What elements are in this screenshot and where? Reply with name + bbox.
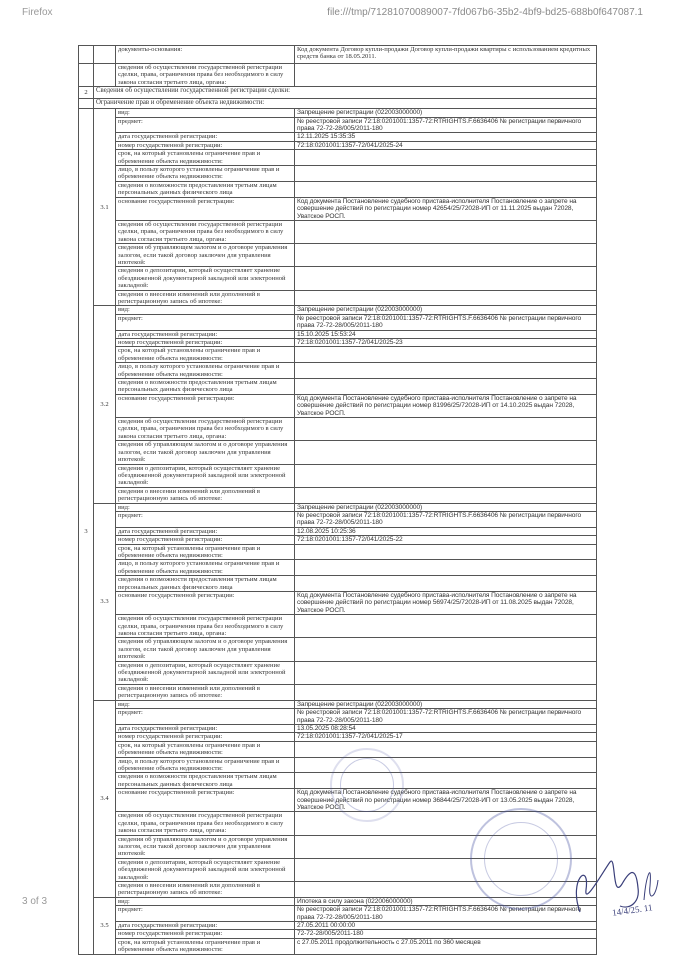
- table-row: [79, 511, 597, 527]
- field-label: сведения об управляющем залогом и о договоре управления залогом, если такой договор заключен для управления ипотекой:: [116, 835, 295, 858]
- field-value: Код документа Постановление судебного пристава-исполнителя Постановление о запрете на совершение действий по регистрации номер 42654/25/72028-ИП от 11.11.2025 выдан 72028, Уватское РОСП.: [295, 197, 597, 220]
- field-value: 72:18:0201001:1357-72/041/2025-17: [295, 733, 597, 741]
- field-label: основание государственной регистрации:: [116, 789, 295, 812]
- field-value: Код документа Постановление судебного пристава-исполнителя Постановление о запрете на совершение действий по регистрации номер 56974/25/72028-ИП от 11.08.2025 выдан 72028, Уватское РОСП.: [295, 592, 597, 615]
- table-row: [79, 46, 597, 64]
- field-label: дата государственной регистрации:: [116, 133, 295, 141]
- row-label: сведения об осуществлении государственной регистрации сделки, права, ограничения права без необходимого в силу закона согласия третьего лица, органа:: [116, 64, 295, 87]
- browser-header: [0, 0, 679, 26]
- entry-number: 3.1: [94, 109, 116, 306]
- row-number: 2: [79, 87, 94, 99]
- entry-number: 3.2: [94, 306, 116, 503]
- field-label: дата государственной регистрации:: [116, 330, 295, 338]
- table-row: [79, 487, 597, 503]
- field-label: срок, на который установлены ограничение прав и обременение объекта недвижимости:: [116, 741, 295, 757]
- field-label: сведения о внесении изменений или дополнений в регистрационную запись об ипотеке:: [116, 487, 295, 503]
- entry-number: 3.5: [94, 897, 116, 954]
- field-label: сведения о возможности предоставления третьим лицам персональных данных физического лица: [116, 379, 295, 395]
- table-row: [79, 724, 597, 732]
- field-label: сведения о внесении изменений или дополнений в регистрационную запись об ипотеке:: [116, 290, 295, 306]
- table-row: [79, 87, 597, 99]
- field-label: вид:: [116, 897, 295, 905]
- field-value: [295, 684, 597, 700]
- field-label: сведения о внесении изменений или дополнений в регистрационную запись об ипотеке:: [116, 684, 295, 700]
- field-label: лицо, в пользу которого установлены ограничение прав и обременение объекта недвижимости:: [116, 363, 295, 379]
- field-value: Запрещение регистрации (022003000000): [295, 306, 597, 314]
- field-label: сведения об осуществлении государственной регистрации сделки, права, ограничения права без необходимого в силу закона согласия третьего лица, органа:: [116, 812, 295, 835]
- field-label: основание государственной регистрации:: [116, 592, 295, 615]
- table-row: [79, 418, 597, 441]
- field-label: сведения о депозитарии, который осуществляет хранение обездвиженной документарной закладной или электронной закладной:: [116, 661, 295, 684]
- field-label: предмет:: [116, 511, 295, 527]
- field-value: [295, 363, 597, 379]
- table-row: [79, 592, 597, 615]
- page-counter: 3 of 3: [22, 896, 48, 907]
- field-label: номер государственной регистрации:: [116, 733, 295, 741]
- field-value: [295, 638, 597, 661]
- table-row: [79, 938, 597, 954]
- field-label: срок, на который установлены ограничение прав и обременение объекта недвижимости:: [116, 938, 295, 954]
- field-value: Ипотека в силу закона (022006000000): [295, 897, 597, 905]
- field-label: сведения о возможности предоставления третьим лицам персональных данных физического лица: [116, 773, 295, 789]
- field-value: [295, 661, 597, 684]
- field-label: сведения о возможности предоставления третьим лицам персональных данных физического лица: [116, 181, 295, 197]
- signature-date: 14/4/25. 11: [611, 902, 654, 918]
- row-label: Ограничение прав и обременение объекта недвижимости:: [94, 99, 597, 109]
- entry-number: 3.3: [94, 503, 116, 700]
- field-value: 15.10.2025 15:53:24: [295, 330, 597, 338]
- row-value: Код документа Договор купли-продажи Договор купли-продажи квартиры с использованием кредитных средств банка от 18.05.2011.: [295, 46, 597, 64]
- field-label: вид:: [116, 503, 295, 511]
- field-value: [295, 150, 597, 166]
- field-value: 12.11.2025 15:35:35: [295, 133, 597, 141]
- table-row: [79, 527, 597, 535]
- field-label: вид:: [116, 109, 295, 117]
- row-label: Сведения об осуществлении государственной регистрации сделки:: [94, 87, 597, 99]
- field-label: вид:: [116, 306, 295, 314]
- table-row: [79, 64, 597, 87]
- field-label: предмет:: [116, 906, 295, 922]
- field-value: [295, 166, 597, 182]
- group-number: 3: [79, 109, 94, 954]
- table-row: [79, 166, 597, 182]
- table-row: [79, 220, 597, 243]
- field-value: № реестровой записи 72:18:0201001:1357-72:RTRIGHTS.F.6636406 № регистрации первичного права 72-72-28/005/2011-180: [295, 906, 597, 922]
- field-value: Код документа Постановление судебного пристава-исполнителя Постановление о запрете на совершение действий по регистрации номер 36844/25/72028-ИП от 13.05.2025 выдан 72028, Уватское РОСП.: [295, 789, 597, 812]
- field-label: сведения об управляющем залогом и о договоре управления залогом, если такой договор заключен для управления ипотекой:: [116, 244, 295, 267]
- table-row: [79, 684, 597, 700]
- table-row: [79, 379, 597, 395]
- table-row: [79, 733, 597, 741]
- table-row: [79, 661, 597, 684]
- field-value: [295, 379, 597, 395]
- field-value: [295, 441, 597, 464]
- field-value: 72:18:0201001:1357-72/041/2025-24: [295, 141, 597, 149]
- table-row: [79, 503, 597, 511]
- field-value: [295, 347, 597, 363]
- field-label: сведения о депозитарии, который осуществляет хранение обездвиженной документарной закладной или электронной закладной:: [116, 464, 295, 487]
- field-value: Запрещение регистрации (022003000000): [295, 109, 597, 117]
- field-value: [295, 267, 597, 290]
- table-row: [79, 99, 597, 109]
- field-label: лицо, в пользу которого установлены ограничение прав и обременение объекта недвижимости:: [116, 560, 295, 576]
- field-label: сведения об осуществлении государственной регистрации сделки, права, ограничения права без необходимого в силу закона согласия третьего лица, органа:: [116, 615, 295, 638]
- row-label: документы-основания:: [116, 46, 295, 64]
- file-url[interactable]: file:///tmp/71281070089007-7fd067b6-35b2-4bf9-bd25-688b0f647087.1: [327, 7, 643, 18]
- table-row: [79, 709, 597, 725]
- field-label: номер государственной регистрации:: [116, 536, 295, 544]
- field-label: предмет:: [116, 117, 295, 133]
- table-row: [79, 197, 597, 220]
- field-value: Запрещение регистрации (022003000000): [295, 503, 597, 511]
- field-value: [295, 615, 597, 638]
- table-row: [79, 930, 597, 938]
- table-row: [79, 133, 597, 141]
- table-row: [79, 441, 597, 464]
- table-row: [79, 700, 597, 708]
- table-row: [79, 117, 597, 133]
- field-label: сведения об управляющем залогом и о договоре управления залогом, если такой договор заключен для управления ипотекой:: [116, 441, 295, 464]
- field-value: [295, 244, 597, 267]
- field-label: сведения о внесении изменений или дополнений в регистрационную запись об ипотеке:: [116, 882, 295, 898]
- field-label: номер государственной регистрации:: [116, 930, 295, 938]
- table-row: [79, 638, 597, 661]
- table-row: [79, 314, 597, 330]
- field-value: Код документа Постановление судебного пристава-исполнителя Постановление о запрете на совершение действий по регистрации номер 81996/25/72028-ИП от 14.10.2025 выдан 72028, Уватское РОСП.: [295, 394, 597, 417]
- table-row: [79, 181, 597, 197]
- field-value: с 27.05.2011 продолжительность с 27.05.2011 по 360 месяцев: [295, 938, 597, 954]
- field-label: сведения об осуществлении государственной регистрации сделки, права, ограничения права без необходимого в силу закона согласия третьего лица, органа:: [116, 220, 295, 243]
- table-row: [79, 363, 597, 379]
- field-value: 72:18:0201001:1357-72/041/2025-22: [295, 536, 597, 544]
- field-label: основание государственной регистрации:: [116, 394, 295, 417]
- field-label: сведения о депозитарии, который осуществляет хранение обездвиженной документарной закладной или электронной закладной:: [116, 858, 295, 881]
- table-row: [79, 347, 597, 363]
- field-label: номер государственной регистрации:: [116, 141, 295, 149]
- field-value: 72-72-28/005/2011-180: [295, 930, 597, 938]
- table-row: [79, 109, 597, 117]
- table-row: [79, 464, 597, 487]
- field-value: 12.08.2025 10:25:36: [295, 527, 597, 535]
- table-row: [79, 150, 597, 166]
- field-label: сведения об управляющем залогом и о договоре управления залогом, если такой договор заключен для управления ипотекой:: [116, 638, 295, 661]
- table-row: [79, 306, 597, 314]
- field-value: 72:18:0201001:1357-72/041/2025-23: [295, 339, 597, 347]
- field-label: лицо, в пользу которого установлены ограничение прав и обременение объекта недвижимости:: [116, 166, 295, 182]
- table-row: [79, 922, 597, 930]
- field-label: дата государственной регистрации:: [116, 922, 295, 930]
- table-row: [79, 741, 597, 757]
- table-row: [79, 339, 597, 347]
- table-row: [79, 544, 597, 560]
- table-row: [79, 330, 597, 338]
- field-value: [295, 181, 597, 197]
- field-label: номер государственной регистрации:: [116, 339, 295, 347]
- field-value: [295, 741, 597, 757]
- field-label: срок, на который установлены ограничение прав и обременение объекта недвижимости:: [116, 150, 295, 166]
- field-label: сведения о возможности предоставления третьим лицам персональных данных физического лица: [116, 576, 295, 592]
- field-label: срок, на который установлены ограничение прав и обременение объекта недвижимости:: [116, 347, 295, 363]
- field-value: № реестровой записи 72:18:0201001:1357-72:RTRIGHTS.F.6636406 № регистрации первичного права 72-72-28/005/2011-180: [295, 709, 597, 725]
- table-row: [79, 536, 597, 544]
- field-value: [295, 418, 597, 441]
- field-label: срок, на который установлены ограничение прав и обременение объекта недвижимости:: [116, 544, 295, 560]
- table-row: [79, 560, 597, 576]
- row-value: [295, 64, 597, 87]
- field-value: № реестровой записи 72:18:0201001:1357-72:RTRIGHTS.F.6636406 № регистрации первичного права 72-72-28/005/2011-180: [295, 314, 597, 330]
- entry-number: 3.4: [94, 700, 116, 897]
- table-row: [79, 290, 597, 306]
- field-value: [295, 487, 597, 503]
- field-value: [295, 576, 597, 592]
- field-value: 27.05.2011 00:00:00: [295, 922, 597, 930]
- field-label: предмет:: [116, 709, 295, 725]
- browser-name: Firefox: [22, 7, 53, 18]
- field-value: 13.05.2025 08:28:54: [295, 724, 597, 732]
- table-row: [79, 141, 597, 149]
- field-value: [295, 464, 597, 487]
- field-label: сведения о депозитарии, который осуществляет хранение обездвиженной документарной закладной или электронной закладной:: [116, 267, 295, 290]
- field-value: [295, 290, 597, 306]
- field-label: лицо, в пользу которого установлены ограничение прав и обременение объекта недвижимости:: [116, 757, 295, 773]
- field-value: [295, 544, 597, 560]
- table-row: [79, 576, 597, 592]
- seal-stamp: [470, 808, 572, 910]
- table-row: [79, 267, 597, 290]
- table-row: [79, 244, 597, 267]
- field-label: основание государственной регистрации:: [116, 197, 295, 220]
- field-label: дата государственной регистрации:: [116, 527, 295, 535]
- field-label: вид:: [116, 700, 295, 708]
- field-value: № реестровой записи 72:18:0201001:1357-72:RTRIGHTS.F.6636406 № регистрации первичного права 72-72-28/005/2011-180: [295, 117, 597, 133]
- field-value: [295, 560, 597, 576]
- field-value: Запрещение регистрации (022003000000): [295, 700, 597, 708]
- table-row: [79, 615, 597, 638]
- field-label: сведения об осуществлении государственной регистрации сделки, права, ограничения права без необходимого в силу закона согласия третьего лица, органа:: [116, 418, 295, 441]
- table-row: [79, 394, 597, 417]
- field-value: [295, 220, 597, 243]
- seal-stamp: [330, 748, 404, 822]
- field-label: дата государственной регистрации:: [116, 724, 295, 732]
- field-label: предмет:: [116, 314, 295, 330]
- field-value: № реестровой записи 72:18:0201001:1357-72:RTRIGHTS.F.6636406 № регистрации первичного права 72-72-28/005/2011-180: [295, 511, 597, 527]
